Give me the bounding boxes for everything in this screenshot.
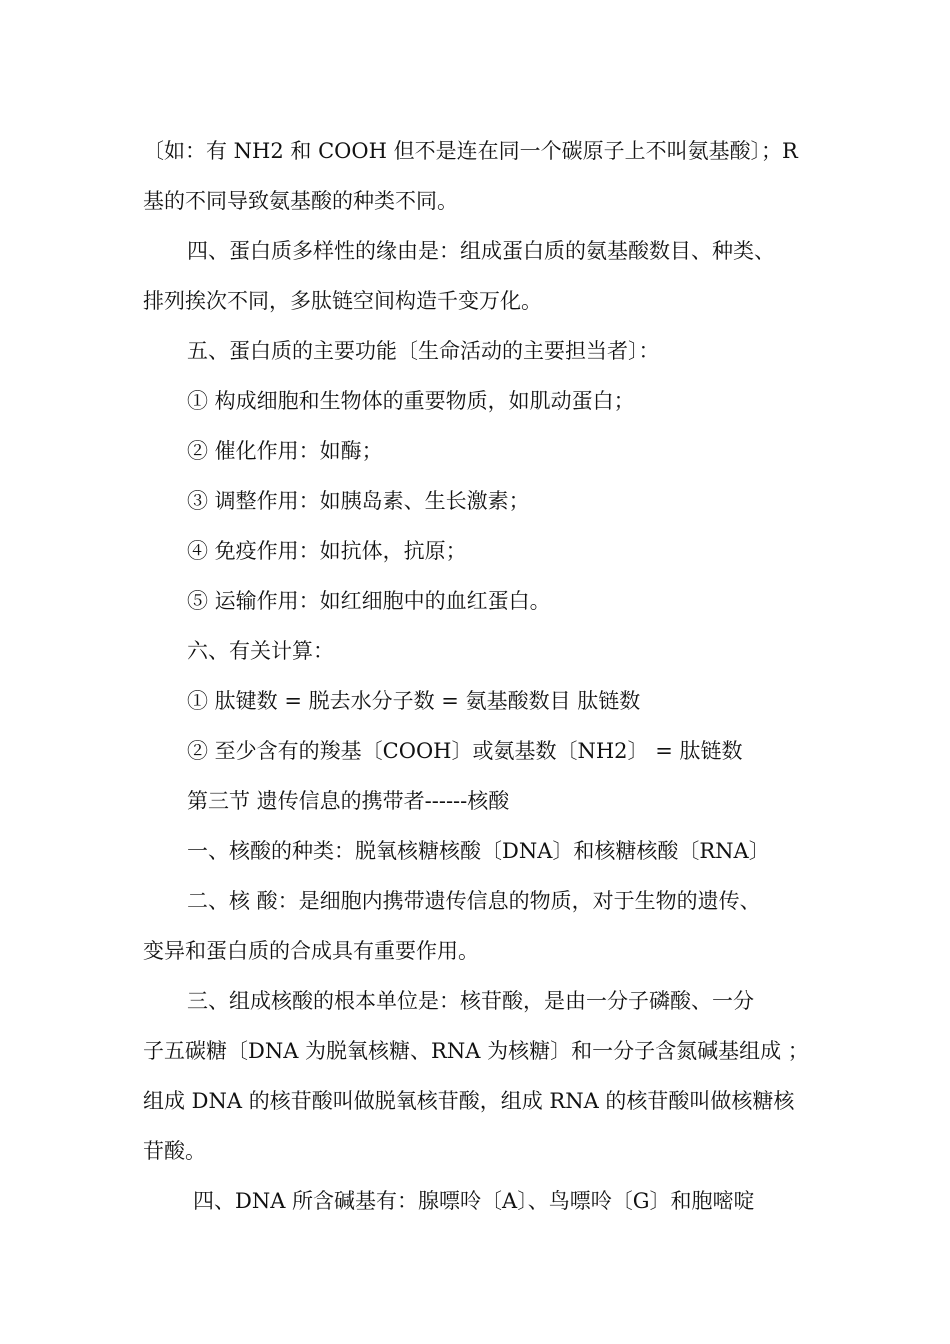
text-line: ② 至少含有的羧基〔COOH〕或氨基数〔NH2〕 = 肽链数 — [187, 739, 743, 763]
text-line: 变异和蛋白质的合成具有重要作用。 — [143, 939, 479, 963]
text-line: ⑤ 运输作用：如红细胞中的血红蛋白。 — [187, 589, 551, 613]
text-line: 基的不同导致氨基酸的种类不同。 — [143, 189, 458, 213]
text-line: 四、DNA 所含碱基有：腺嘌呤〔A〕、鸟嘌呤〔G〕和胞嘧啶 — [193, 1189, 755, 1213]
text-line: 一、核酸的种类：脱氧核糖核酸〔DNA〕和核糖核酸〔RNA〕 — [187, 839, 770, 863]
text-line: 二、核 酸：是细胞内携带遗传信息的物质，对于生物的遗传、 — [187, 889, 761, 913]
text-line: 〔如：有 NH2 和 COOH 但不是连在同一个碳原子上不叫氨基酸〕；R — [143, 139, 798, 163]
text-line: ② 催化作用：如酶； — [187, 439, 383, 463]
text-line: ① 肽键数 = 脱去水分子数 = 氨基酸数目 肽链数 — [187, 689, 641, 713]
text-line: 组成 DNA 的核苷酸叫做脱氧核苷酸，组成 RNA 的核苷酸叫做核糖核 — [143, 1089, 795, 1113]
text-line: ① 构成细胞和生物体的重要物质，如肌动蛋白； — [187, 389, 635, 413]
text-line: ③ 调整作用：如胰岛素、生长激素； — [187, 489, 530, 513]
text-line: 苷酸。 — [143, 1139, 206, 1163]
text-line: 六、有关计算： — [187, 639, 334, 663]
text-line: 排列挨次不同，多肽链空间构造千变万化。 — [143, 289, 542, 313]
text-line: 四、蛋白质多样性的缘由是：组成蛋白质的氨基酸数目、种类、 — [187, 239, 775, 263]
text-line: 五、蛋白质的主要功能〔生命活动的主要担当者〕： — [187, 339, 660, 363]
text-line: ④ 免疫作用：如抗体，抗原； — [187, 539, 467, 563]
section-heading: 第三节 遗传信息的携带者------核酸 — [187, 789, 510, 813]
text-line: 三、组成核酸的根本单位是：核苷酸，是由一分子磷酸、一分 — [187, 989, 754, 1013]
text-line: 子五碳糖〔DNA 为脱氧核糖、RNA 为核糖〕和一分子含氮碱基组成 ； — [143, 1039, 809, 1063]
